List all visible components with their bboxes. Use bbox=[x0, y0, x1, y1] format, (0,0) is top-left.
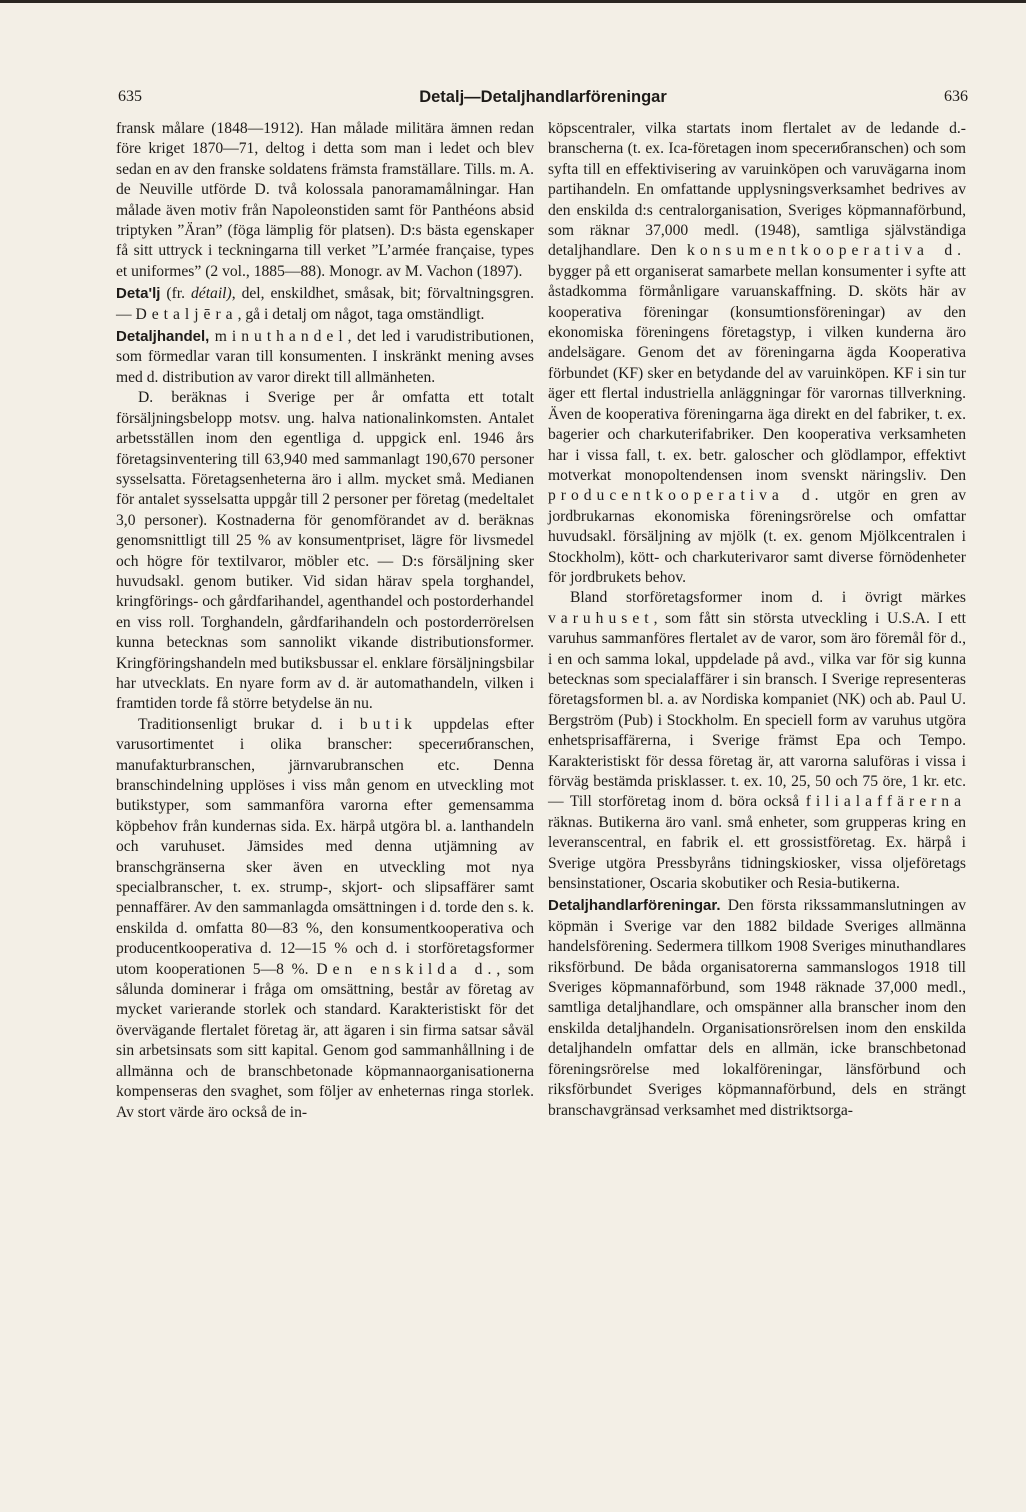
paragraph: köpscentraler, vilka startats inom flertalet av de ledande d.-branscherna (t. ex. Ica-företagen inom specerибranschen) och som syfta till en effektivisering av varuinköpen och varuvägarna inom partihandeln. En omfattande upplysningsverksamhet bedrives av den enskilda d:s centralorganisation, Sveriges köpmannaförbund, som räknar 37,000 medl. (1948), samtliga självständiga detaljhandlare. Den konsumentkooperativa d. bygger på ett organiserat samarbete mellan konsumenter i syfte att åstadkomma förmånligare varuanskaffning. D. sköts här av kooperativa föreningar (konsumtionsföreningar) av den ekonomiska föreningens företagstyp, i vilken kunderna äro andelsägare. Genom det av föreningarna ägda Kooperativa förbundet (KF) sker en betydande del av varuinköpen. KF i sin tur äger ett flertal industriella anläggningar för varornas tillverkning. Även de kooperativa föreningarna äga direkt en del fabriker, t. ex. bagerier och charkuterifabriker. Den kooperativa verksamheten har i vissa fall, t. ex. betr. galoscher och glödlampor, effektivt motverkat monopoltendensen inom svenskt näringsliv. Den producentkooperativa d. utgör en gren av jordbrukarnas ekonomiska föreningsrörelse och omfattar huvudsakl. försäljning av mjölk (t. ex. genom Mjölkcentralen i Stockholm), kött- och charkuterivaror samt diverse förnödenheter för jordbrukets behov. bbox=[548, 120, 966, 586]
page-header bbox=[118, 88, 968, 114]
headword-detaljhandel: Detaljhandel, bbox=[116, 328, 210, 346]
page-number-right: 636 bbox=[944, 88, 968, 105]
paragraph: Traditionsenligt brukar d. i butik uppdelas efter varusortimentet i olika branscher: specerибranschen, manufakturbranschen, järnvarubranschen etc. Denna branschindelning upplöses i viss mån genom en utveckling mot butikstyper, som sammanföra varorna efter gemensamma köpbehov från kundernas sida. Ex. härpå utgöra bl. a. lanthandeln och varuhuset. Jämsides med denna utjämning av branschgränserna sker även en utveckling mot nya specialbranscher, t. ex. strump-, skjort- och slipsaffärer samt pennaffärer. Av den sammanlagda omsättningen i d. torde den s. k. enskilda d. omfatta 80—83 %, den konsumentkooperativa och producentkooperativa d. 12—15 % och d. i storföretagsformer utom kooperationen 5—8 %. Den enskilda d., som sålunda dominerar i fråga om omsättning, består av företag av mycket varierande storlek och standard. Karakteristiskt för det övervägande flertalet företag är, att ägaren i sin firma satsar såväl sin arbetsinsats som sitt kapital. Genom god sammanhållning i de allmänna och de branschbetonade köpmannaorganisationerna kompenseras den svaghet, som följer av enheternas ringa storlek. Av stort värde äro också de in- bbox=[116, 715, 534, 1121]
entry-detalj: Deta'lj (fr. détail), del, enskildhet, småsak, bit; förvaltningsgren. — Detaljēra, gå i detalj om något, taga omständligt. bbox=[116, 285, 534, 323]
paragraph: D. beräknas i Sverige per år omfatta ett totalt försäljningsbelopp motsv. ung. halva nationalinkomsten. Antalet arbetsställen inom den egentliga d. uppgick enl. 1946 års företagsinventering till 63,940 med sammanlagt 190,670 personer sysselsatta. Företagsenheterna äro i allm. mycket små. Medianen för antalet sysselsatta uppgår till 2 personer per företag (medeltalet 3,0 personer). Kostnaderna för genomförandet av d. beräknas genomsnittligt till 25 % av konsumentpriset, lägre för livsmedel och högre för textilvaror, möbler etc. — D:s försäljning sker huvudsakl. genom butiker. Vid sidan härav spela torghandel, kringförings- och gårdfarihandel, agenthandel och postorderhandel en viss roll. Torghandeln, gårdfarihandeln och postorderrörelsen kunna betecknas som sannolikt vikande distributionsformer. Kringföringshandeln med butiksbussar el. enklare försäljningsbilar har utvecklats. En nyare form av d. är automathandeln, vilken i framtiden torde få större betydelse än nu. bbox=[116, 389, 534, 713]
page-number-left: 635 bbox=[118, 88, 142, 105]
headword-detaljhandlarforeningar: Detaljhandlarföreningar. bbox=[548, 897, 721, 915]
headword-detalj: Deta'lj bbox=[116, 285, 161, 303]
top-rule bbox=[0, 0, 1026, 3]
entry-detaljhandlarforeningar: Detaljhandlarföreningar. Den första rikssammanslutningen av köpmän i Sverige var den 1882 bildade Sveriges allmänna handelsförening. Sedermera tillkom 1908 Sveriges minuthandlares riksförbund. De båda organisatorerna sammanslogos 1918 till Sveriges köpmannaförbund, som 1948 räknade 37,000 medl., samtliga detaljhandlare, och omspänner alla branscher inom den enskilda detaljhandeln. Organisationsrörelsen inom den enskilda detaljhandeln omfattar dels en allmän, icke branschbetonad föreningsrörelse med lokalföreningar, länsförbund och riksförbundet Sveriges köpmannaförbund, dels en strängt branschavgränsad verksamhet med distriktsorga- bbox=[548, 897, 966, 1119]
right-column bbox=[548, 119, 966, 1121]
left-column bbox=[116, 119, 534, 1123]
entry-continuation: fransk målare (1848—1912). Han målade militära ämnen redan före kriget 1870—71, deltog i detta som man i ledet och blev sedan en av den franske soldatens främsta framställare. Tills. m. A. de Neuville utförde D. två kolossala panoramamålningar. Han målade även motiv från Napoleonstiden samt för Panthéons absid triptyken ”Äran” (föga lämplig för platsen). D:s bästa egenskaper få sitt uttryck i teckningarna till verket ”L’armée française, types et uniformes” (2 vol., 1885—88). Monogr. av M. Vachon (1897). bbox=[116, 120, 534, 280]
running-title: Detalj—Detaljhandlarföreningar bbox=[419, 88, 667, 106]
entry-detaljhandel: Detaljhandel, minuthandel, det led i varudistributionen, som förmedlar varan till konsumenten. I inskränkt mening avses med d. distribution av varor direkt till allmänheten. bbox=[116, 328, 534, 386]
paragraph: Bland storföretagsformer inom d. i övrigt märkes varuhuset, som fått sin största utveckling i U.S.A. I ett varuhus sammanföres flertalet av de varor, som äro föremål för d., i en och samma lokal, uppdelade på avd., vilka var för sig kunna betecknas som specialaffärer i sin bransch. I Sverige representeras företagsformen bl. a. av Nordiska kompaniet (NK) och ab. Paul U. Bergström (Pub) i Stockholm. En speciell form av varuhus utgöra enhetsprisaffärerna, i Sverige främst Epa och Tempo. Karakteristiskt för dessa företag är, att varorna saluföras i vissa i förväg bestämda prisklasser. t. ex. 10, 25, 50 och 75 öre, 1 kr. etc. — Till storföretag inom d. böra också filialaffärerna räknas. Butikerna äro vanl. små enheter, som grupperas kring en leveranscentral, en fabrik el. ett grossistföretag. Ex. härpå i Sverige utgöra Pressbyråns tidningskiosker, vissa oljeföretags bensinstationer, Oscaria skobutiker och Resia-butikerna. bbox=[548, 589, 966, 893]
